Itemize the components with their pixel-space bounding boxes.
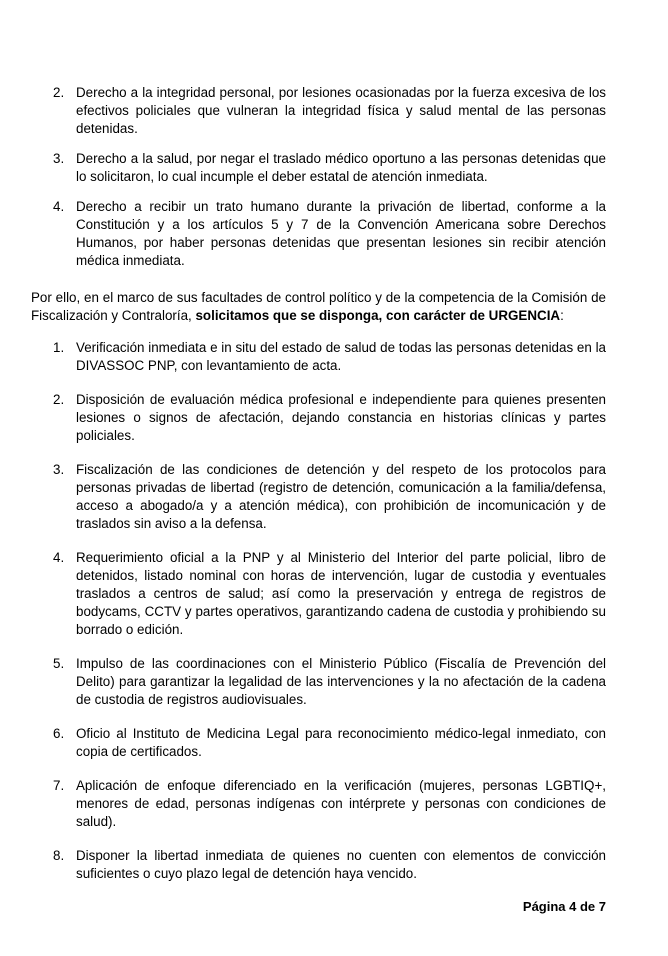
item-number: 5. [53, 656, 65, 671]
list-item [0, 84, 668, 138]
request-paragraph [31, 289, 606, 325]
list-item [0, 198, 668, 270]
item-text: Derecho a la integridad personal, por lesiones ocasionadas por la fuerza excesiva de los efectivos policiales que vulneran la integridad física y salud mental de las personas detenidas. [76, 85, 606, 136]
item-number: 4. [53, 199, 65, 214]
item-text: Derecho a la salud, por negar el traslado médico oportuno a las personas detenidas que lo solicitaron, lo cual incumple el deber estatal de atención inmediata. [76, 151, 606, 184]
item-number: 4. [53, 550, 65, 565]
item-text: Impulso de las coordinaciones con el Ministerio Público (Fiscalía de Prevención del Delito) para garantizar la legalidad de las intervenciones y la no afectación de la cadena de custodia de registros audiovisuales. [76, 656, 606, 707]
item-text: Requerimiento oficial a la PNP y al Ministerio del Interior del parte policial, libro de detenidos, listado nominal con horas de intervención, lugar de custodia y eventuales traslados a centros de salud; así como la preservación y entrega de registros de bodycams, CCTV y partes operativos, garantizando cadena de custodia y prohibiendo su borrado o edición. [76, 550, 606, 637]
paragraph-text: Por ello, en el marco de sus facultades de control político y de la competencia de la Comisión de Fiscalización y Contraloría, [31, 290, 606, 323]
item-text: Verificación inmediata e in situ del estado de salud de todas las personas detenidas en la DIVASSOC PNP, con levantamiento de acta. [76, 340, 606, 373]
item-number: 2. [53, 392, 65, 407]
list-item [0, 655, 668, 709]
page-number: Página 4 de 7 [522, 899, 606, 914]
list-item [0, 391, 668, 445]
item-number: 3. [53, 462, 65, 477]
list-item [0, 339, 668, 375]
list-item [0, 777, 668, 831]
list-item [0, 150, 668, 186]
rights-list [0, 84, 668, 282]
item-text: Derecho a recibir un trato humano durante la privación de libertad, conforme a la Constitución y a los artículos 5 y 7 de la Convención Americana sobre Derechos Humanos, por haber personas detenidas que presentan lesiones sin recibir atención médica inmediata. [76, 199, 606, 268]
requests-list [0, 339, 668, 899]
list-item [0, 725, 668, 761]
item-number: 2. [53, 85, 65, 100]
item-text: Disposición de evaluación médica profesional e independiente para quienes presenten lesiones o signos de afectación, dejando constancia en historias clínicas y partes policiales. [76, 392, 606, 443]
item-text: Fiscalización de las condiciones de detención y del respeto de los protocolos para personas privadas de libertad (registro de detención, comunicación a la familia/defensa, acceso a abogado/a y a atención médica), con prohibición de incomunicación y de traslados sin aviso a la defensa. [76, 462, 606, 531]
item-text: Disponer la libertad inmediata de quienes no cuenten con elementos de convicción suficientes o cuyo plazo legal de detención haya vencido. [76, 848, 606, 881]
list-item [0, 549, 668, 639]
item-number: 1. [53, 340, 65, 355]
paragraph-bold-text: solicitamos que se disponga, con carácter de URGENCIA [195, 308, 561, 323]
item-number: 8. [53, 848, 65, 863]
item-text: Aplicación de enfoque diferenciado en la verificación (mujeres, personas LGBTIQ+, menores de edad, personas indígenas con intérprete y personas con condiciones de salud). [76, 778, 606, 829]
item-text: Oficio al Instituto de Medicina Legal para reconocimiento médico-legal inmediato, con copia de certificados. [76, 726, 606, 759]
item-number: 3. [53, 151, 65, 166]
item-number: 6. [53, 726, 65, 741]
item-number: 7. [53, 778, 65, 793]
list-item [0, 847, 668, 883]
paragraph-end: : [560, 308, 564, 323]
list-item [0, 461, 668, 533]
